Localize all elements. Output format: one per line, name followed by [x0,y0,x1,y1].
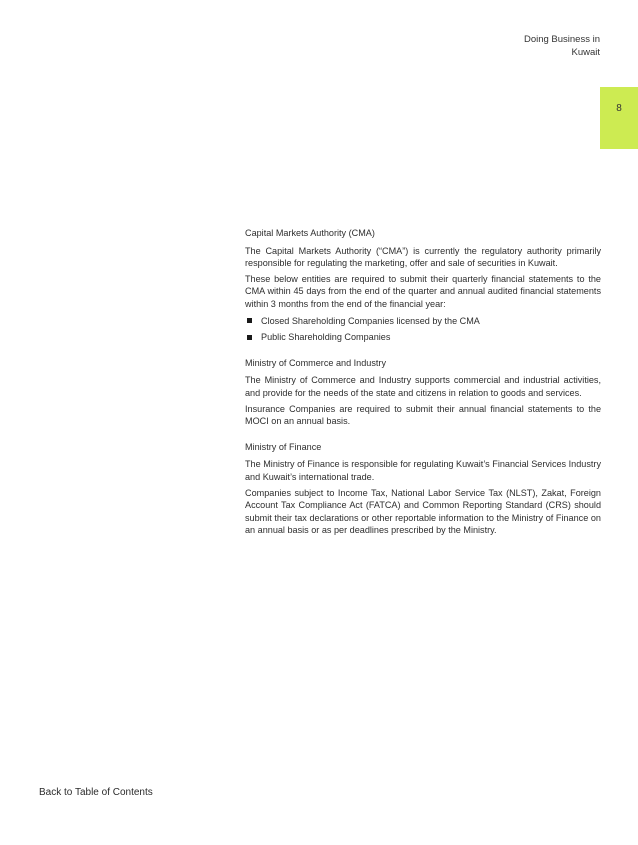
section-title: Capital Markets Authority (CMA) [245,228,375,238]
square-bullet-icon [247,335,252,340]
paragraph: Companies subject to Income Tax, National Labor Service Tax (NLST), Zakat, Foreign Account Tax Compliance Act (FATCA) and Common Reporting Standard (CRS) should submit their tax declarations or other reportable information to the Ministry of Finance on an annual basis or as per deadlines prescribed by the Ministry. [245,487,601,536]
section-cma [245,227,601,344]
bullet-list [245,315,601,344]
bullet-text: Public Shareholding Companies [261,332,391,343]
paragraph: These below entities are required to submit their quarterly financial statements to the CMA within 45 days from the end of the quarter and annual audited financial statements within 3 months from the end of the financial year: [245,273,601,309]
page-number: 8 [616,103,622,114]
section-title: Ministry of Commerce and Industry [245,357,386,368]
paragraph: The Ministry of Finance is responsible for regulating Kuwait’s Financial Services Industry and Kuwait’s international trade. [245,459,601,482]
section-moci [245,357,601,428]
header-title-line2: Kuwait [571,47,600,58]
header-title-line1: Doing Business in [523,34,600,45]
page-number-tab [600,87,638,149]
paragraph: The Ministry of Commerce and Industry supports commercial and industrial activities, and provide for the needs of the state and citizens in relation to goods and services. [245,375,601,398]
section-title: Ministry of Finance [245,441,322,452]
back-to-toc-link[interactable]: Back to Table of Contents [39,787,153,798]
bullet-item [245,331,601,344]
section-mof [245,441,601,537]
document-header-title [380,33,600,59]
paragraph: Insurance Companies are required to submit their annual financial statements to the MOCI on an annual basis. [245,403,601,427]
paragraph: The Capital Markets Authority (“CMA”) is currently the regulatory authority primarily responsible for regulating the marketing, offer and sale of securities in Kuwait. [245,245,601,269]
bullet-text: Closed Shareholding Companies licensed by the CMA [261,315,480,326]
bullet-item [245,315,601,328]
main-content [245,227,601,550]
square-bullet-icon [247,318,252,323]
